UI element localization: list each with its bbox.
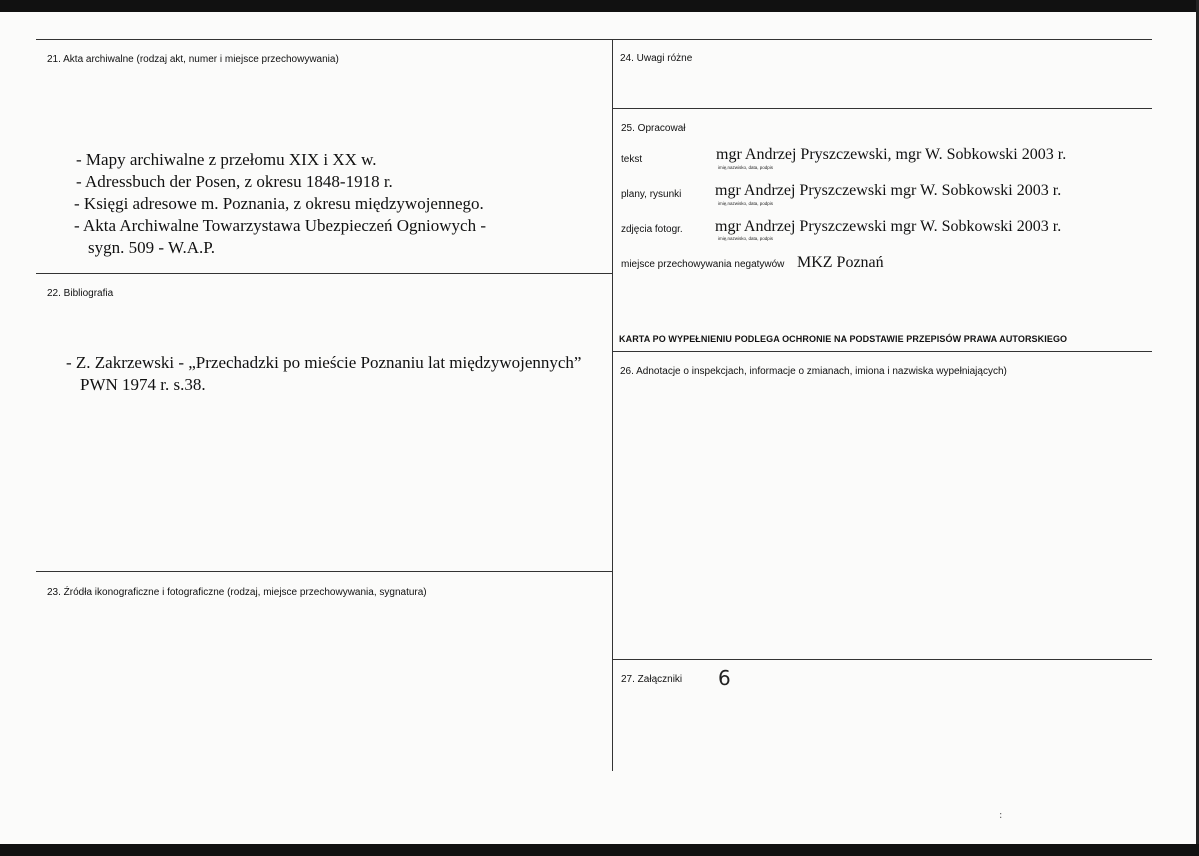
rule-24-25: [612, 108, 1152, 109]
rule-26-27: [612, 659, 1152, 660]
section-21-label: 21. Akta archiwalne (rodzaj akt, numer i miejsce przechowywania): [47, 54, 339, 65]
rule-22-23: [36, 571, 612, 572]
section-22-label: 22. Bibliografia: [47, 288, 114, 299]
copyright-notice: KARTA PO WYPEŁNIENIU PODLEGA OCHRONIE NA PODSTAWIE PRZEPISÓW PRAWA AUTORSKIEGO: [619, 334, 1068, 344]
archive-entry: - Mapy archiwalne z przełomu XIX i XX w.: [76, 150, 377, 169]
author-row-hint: imię,nazwisko, data, podpis: [718, 165, 774, 170]
section-26-label: 26. Adnotacje o inspekcjach, informacje o zmianach, imiona i nazwiska wypełniających): [620, 366, 1007, 377]
section-25-label: 25. Opracował: [621, 123, 686, 134]
archive-entry: sygn. 509 - W.A.P.: [88, 238, 216, 257]
record-card-page: [0, 12, 1197, 844]
author-row-hint: imię,nazwisko, data, podpis: [718, 201, 774, 206]
archive-entry: - Akta Archiwalne Towarzystawa Ubezpieczeń Ogniowych -: [74, 216, 487, 235]
column-divider: [612, 39, 613, 771]
attachments-count: 6: [718, 666, 731, 690]
rule-25-26: [612, 351, 1152, 352]
scan-speck: :: [999, 810, 1003, 821]
author-row-value-plans: mgr Andrzej Pryszczewski mgr W. Sobkowski 2003 r.: [715, 182, 1062, 199]
scan-border-bottom: [0, 844, 1199, 856]
negatives-location-label: miejsce przechowywania negatywów: [621, 259, 785, 270]
author-row-label-photos: zdjęcia fotogr.: [621, 224, 683, 235]
author-row-label-text: tekst: [621, 154, 643, 165]
bibliography-entry: - Z. Zakrzewski - „Przechadzki po mieście Poznaniu lat międzywojennych”: [66, 353, 582, 372]
rule-21-22: [36, 273, 612, 274]
top-rule: [36, 39, 1152, 40]
archive-entry: - Księgi adresowe m. Poznania, z okresu międzywojennego.: [74, 194, 484, 213]
section-27-label: 27. Załączniki: [621, 674, 683, 685]
archive-entry: - Adressbuch der Posen, z okresu 1848-1918 r.: [76, 172, 393, 191]
bibliography-entry: PWN 1974 r. s.38.: [80, 375, 206, 394]
section-23-label: 23. Źródła ikonograficzne i fotograficzne (rodzaj, miejsce przechowywania, sygnatura): [47, 587, 427, 598]
author-row-label-plans: plany, rysunki: [621, 189, 682, 200]
negatives-location-value: MKZ Poznań: [797, 254, 884, 271]
section-24-label: 24. Uwagi różne: [620, 53, 693, 64]
author-row-value-photos: mgr Andrzej Pryszczewski mgr W. Sobkowski 2003 r.: [715, 218, 1062, 235]
author-row-value-text: mgr Andrzej Pryszczewski, mgr W. Sobkowski 2003 r.: [716, 146, 1067, 163]
author-row-hint: imię,nazwisko, data, podpis: [718, 236, 774, 241]
